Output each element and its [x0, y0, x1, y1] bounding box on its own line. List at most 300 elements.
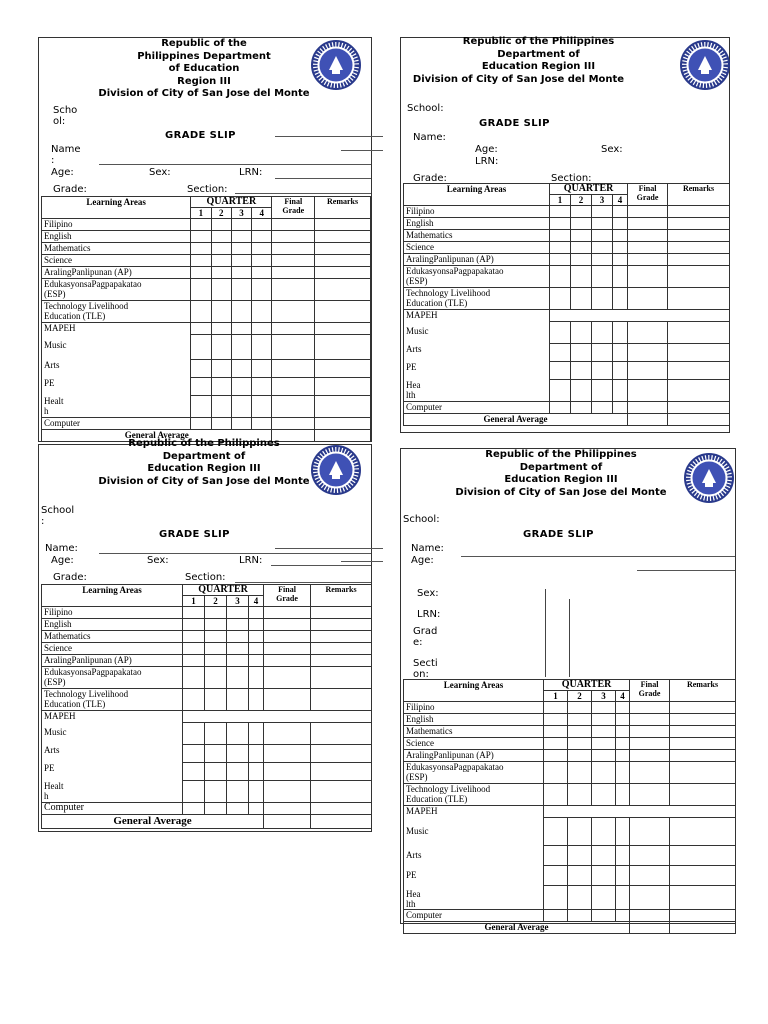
grade-cell[interactable]: [227, 619, 249, 631]
grade-cell[interactable]: [191, 335, 211, 360]
grade-cell[interactable]: [592, 380, 613, 402]
grade-cell[interactable]: [211, 301, 231, 323]
grade-cell[interactable]: [544, 806, 736, 818]
grade-cell[interactable]: [211, 243, 231, 255]
grade-cell[interactable]: [616, 846, 630, 866]
grade-cell[interactable]: [264, 815, 311, 829]
grade-cell[interactable]: [630, 714, 670, 726]
grade-cell[interactable]: [231, 231, 251, 243]
grade-cell[interactable]: [668, 266, 730, 288]
grade-cell[interactable]: [249, 723, 264, 745]
grade-cell[interactable]: [249, 655, 264, 667]
grade-cell[interactable]: [568, 714, 592, 726]
grade-cell[interactable]: [211, 396, 231, 418]
grade-cell[interactable]: [252, 323, 272, 335]
grade-cell[interactable]: [205, 631, 227, 643]
grade-cell[interactable]: [272, 279, 315, 301]
grade-cell[interactable]: [249, 631, 264, 643]
grade-cell[interactable]: [613, 218, 628, 230]
grade-cell[interactable]: [315, 323, 371, 335]
grade-cell[interactable]: [264, 667, 311, 689]
grade-cell[interactable]: [670, 886, 736, 910]
grade-cell[interactable]: [211, 360, 231, 378]
grade-cell[interactable]: [205, 643, 227, 655]
grade-cell[interactable]: [592, 738, 616, 750]
grade-cell[interactable]: [550, 206, 571, 218]
grade-cell[interactable]: [613, 344, 628, 362]
grade-cell[interactable]: [544, 866, 568, 886]
grade-cell[interactable]: [550, 230, 571, 242]
grade-cell[interactable]: [183, 667, 205, 689]
grade-cell[interactable]: [670, 702, 736, 714]
grade-cell[interactable]: [628, 322, 668, 344]
grade-cell[interactable]: [272, 323, 315, 335]
grade-cell[interactable]: [264, 643, 311, 655]
grade-cell[interactable]: [628, 288, 668, 310]
grade-cell[interactable]: [668, 288, 730, 310]
grade-cell[interactable]: [183, 643, 205, 655]
grade-cell[interactable]: [613, 242, 628, 254]
grade-cell[interactable]: [183, 631, 205, 643]
grade-cell[interactable]: [311, 689, 372, 711]
grade-cell[interactable]: [550, 254, 571, 266]
grade-cell[interactable]: [183, 723, 205, 745]
grade-cell[interactable]: [211, 255, 231, 267]
grade-cell[interactable]: [264, 619, 311, 631]
grade-cell[interactable]: [544, 714, 568, 726]
grade-cell[interactable]: [571, 380, 592, 402]
grade-cell[interactable]: [571, 230, 592, 242]
grade-cell[interactable]: [628, 218, 668, 230]
grade-cell[interactable]: [249, 781, 264, 803]
grade-cell[interactable]: [264, 745, 311, 763]
grade-cell[interactable]: [231, 323, 251, 335]
grade-cell[interactable]: [571, 288, 592, 310]
grade-cell[interactable]: [227, 781, 249, 803]
grade-cell[interactable]: [571, 254, 592, 266]
grade-cell[interactable]: [544, 702, 568, 714]
grade-cell[interactable]: [252, 335, 272, 360]
grade-cell[interactable]: [211, 267, 231, 279]
grade-cell[interactable]: [252, 255, 272, 267]
grade-cell[interactable]: [550, 266, 571, 288]
grade-cell[interactable]: [568, 866, 592, 886]
grade-cell[interactable]: [568, 846, 592, 866]
grade-cell[interactable]: [205, 745, 227, 763]
grade-cell[interactable]: [264, 631, 311, 643]
grade-cell[interactable]: [183, 711, 372, 723]
grade-cell[interactable]: [568, 886, 592, 910]
grade-cell[interactable]: [571, 362, 592, 380]
grade-cell[interactable]: [592, 218, 613, 230]
grade-cell[interactable]: [315, 378, 371, 396]
grade-cell[interactable]: [668, 322, 730, 344]
grade-cell[interactable]: [205, 607, 227, 619]
grade-cell[interactable]: [315, 301, 371, 323]
grade-cell[interactable]: [616, 784, 630, 806]
grade-cell[interactable]: [315, 418, 371, 430]
grade-cell[interactable]: [227, 745, 249, 763]
grade-cell[interactable]: [264, 723, 311, 745]
grade-cell[interactable]: [630, 762, 670, 784]
grade-cell[interactable]: [670, 910, 736, 922]
grade-cell[interactable]: [571, 322, 592, 344]
grade-cell[interactable]: [670, 846, 736, 866]
grade-cell[interactable]: [592, 714, 616, 726]
grade-cell[interactable]: [628, 380, 668, 402]
grade-cell[interactable]: [231, 360, 251, 378]
grade-cell[interactable]: [183, 763, 205, 781]
grade-cell[interactable]: [616, 714, 630, 726]
grade-cell[interactable]: [613, 402, 628, 414]
grade-cell[interactable]: [550, 218, 571, 230]
grade-cell[interactable]: [568, 762, 592, 784]
grade-cell[interactable]: [227, 763, 249, 781]
grade-cell[interactable]: [670, 714, 736, 726]
grade-cell[interactable]: [668, 402, 730, 414]
grade-cell[interactable]: [592, 266, 613, 288]
grade-cell[interactable]: [550, 402, 571, 414]
grade-cell[interactable]: [211, 418, 231, 430]
grade-cell[interactable]: [252, 219, 272, 231]
grade-cell[interactable]: [272, 255, 315, 267]
grade-cell[interactable]: [231, 267, 251, 279]
grade-cell[interactable]: [205, 781, 227, 803]
grade-cell[interactable]: [568, 910, 592, 922]
lrn-field[interactable]: [275, 178, 371, 179]
grade-cell[interactable]: [311, 803, 372, 815]
grade-cell[interactable]: [550, 362, 571, 380]
grade-cell[interactable]: [315, 219, 371, 231]
grade-cell[interactable]: [668, 362, 730, 380]
grade-cell[interactable]: [183, 803, 205, 815]
grade-cell[interactable]: [311, 763, 372, 781]
grade-cell[interactable]: [272, 219, 315, 231]
grade-cell[interactable]: [670, 738, 736, 750]
grade-cell[interactable]: [231, 255, 251, 267]
grade-cell[interactable]: [191, 396, 211, 418]
grade-cell[interactable]: [311, 745, 372, 763]
grade-cell[interactable]: [183, 619, 205, 631]
grade-cell[interactable]: [628, 230, 668, 242]
grade-cell[interactable]: [311, 781, 372, 803]
grade-cell[interactable]: [616, 750, 630, 762]
grade-cell[interactable]: [183, 607, 205, 619]
grade-cell[interactable]: [191, 418, 211, 430]
grade-cell[interactable]: [592, 402, 613, 414]
grade-cell[interactable]: [592, 362, 613, 380]
grade-cell[interactable]: [616, 818, 630, 846]
grade-cell[interactable]: [264, 803, 311, 815]
grade-cell[interactable]: [231, 378, 251, 396]
grade-cell[interactable]: [568, 784, 592, 806]
grade-cell[interactable]: [568, 726, 592, 738]
grade-cell[interactable]: [616, 886, 630, 910]
grade-cell[interactable]: [668, 218, 730, 230]
grade-cell[interactable]: [311, 667, 372, 689]
grade-cell[interactable]: [249, 689, 264, 711]
grade-cell[interactable]: [311, 607, 372, 619]
grade-cell[interactable]: [264, 763, 311, 781]
grade-cell[interactable]: [191, 279, 211, 301]
grade-cell[interactable]: [628, 242, 668, 254]
grade-cell[interactable]: [191, 323, 211, 335]
grade-cell[interactable]: [249, 619, 264, 631]
grade-cell[interactable]: [227, 655, 249, 667]
grade-cell[interactable]: [668, 230, 730, 242]
grade-cell[interactable]: [670, 818, 736, 846]
grade-cell[interactable]: [592, 762, 616, 784]
grade-cell[interactable]: [315, 396, 371, 418]
grade-cell[interactable]: [668, 414, 730, 426]
grade-cell[interactable]: [211, 378, 231, 396]
grade-cell[interactable]: [272, 360, 315, 378]
grade-cell[interactable]: [592, 818, 616, 846]
grade-cell[interactable]: [630, 818, 670, 846]
grade-cell[interactable]: [231, 396, 251, 418]
grade-cell[interactable]: [670, 762, 736, 784]
lrn-field[interactable]: [271, 565, 371, 566]
grade-cell[interactable]: [272, 396, 315, 418]
grade-cell[interactable]: [550, 380, 571, 402]
grade-cell[interactable]: [630, 922, 670, 934]
grade-cell[interactable]: [315, 267, 371, 279]
grade-cell[interactable]: [571, 266, 592, 288]
grade-cell[interactable]: [315, 279, 371, 301]
grade-cell[interactable]: [264, 607, 311, 619]
name-field[interactable]: [99, 164, 371, 165]
grade-cell[interactable]: [592, 230, 613, 242]
grade-cell[interactable]: [191, 255, 211, 267]
grade-cell[interactable]: [630, 784, 670, 806]
grade-cell[interactable]: [592, 886, 616, 910]
grade-cell[interactable]: [668, 242, 730, 254]
grade-cell[interactable]: [252, 267, 272, 279]
grade-cell[interactable]: [670, 922, 736, 934]
grade-cell[interactable]: [315, 231, 371, 243]
grade-cell[interactable]: [630, 910, 670, 922]
grade-cell[interactable]: [191, 360, 211, 378]
grade-cell[interactable]: [183, 745, 205, 763]
grade-cell[interactable]: [249, 667, 264, 689]
grade-cell[interactable]: [571, 218, 592, 230]
grade-cell[interactable]: [628, 402, 668, 414]
grade-cell[interactable]: [628, 266, 668, 288]
grade-cell[interactable]: [205, 655, 227, 667]
grade-cell[interactable]: [191, 231, 211, 243]
grade-cell[interactable]: [272, 378, 315, 396]
grade-cell[interactable]: [544, 784, 568, 806]
grade-cell[interactable]: [544, 886, 568, 910]
grade-cell[interactable]: [670, 866, 736, 886]
grade-cell[interactable]: [613, 322, 628, 344]
grade-cell[interactable]: [264, 689, 311, 711]
grade-cell[interactable]: [628, 344, 668, 362]
grade-cell[interactable]: [205, 619, 227, 631]
grade-cell[interactable]: [616, 738, 630, 750]
grade-cell[interactable]: [183, 689, 205, 711]
grade-cell[interactable]: [231, 335, 251, 360]
name-field[interactable]: [99, 553, 371, 554]
grade-cell[interactable]: [616, 762, 630, 784]
grade-cell[interactable]: [272, 301, 315, 323]
grade-cell[interactable]: [592, 784, 616, 806]
grade-cell[interactable]: [249, 643, 264, 655]
grade-cell[interactable]: [613, 230, 628, 242]
grade-cell[interactable]: [311, 643, 372, 655]
grade-cell[interactable]: [544, 738, 568, 750]
grade-cell[interactable]: [592, 702, 616, 714]
grade-cell[interactable]: [252, 231, 272, 243]
grade-cell[interactable]: [592, 750, 616, 762]
name-field[interactable]: [461, 556, 735, 557]
grade-cell[interactable]: [191, 378, 211, 396]
grade-cell[interactable]: [628, 362, 668, 380]
grade-cell[interactable]: [211, 323, 231, 335]
grade-cell[interactable]: [315, 360, 371, 378]
grade-cell[interactable]: [668, 380, 730, 402]
grade-cell[interactable]: [252, 243, 272, 255]
grade-cell[interactable]: [231, 418, 251, 430]
grade-cell[interactable]: [231, 279, 251, 301]
grade-cell[interactable]: [311, 723, 372, 745]
grade-cell[interactable]: [227, 723, 249, 745]
grade-cell[interactable]: [311, 655, 372, 667]
grade-cell[interactable]: [568, 738, 592, 750]
grade-cell[interactable]: [264, 781, 311, 803]
grade-cell[interactable]: [592, 344, 613, 362]
grade-cell[interactable]: [315, 335, 371, 360]
grade-cell[interactable]: [630, 886, 670, 910]
grade-cell[interactable]: [231, 301, 251, 323]
grade-cell[interactable]: [592, 288, 613, 310]
grade-cell[interactable]: [311, 815, 372, 829]
grade-cell[interactable]: [231, 219, 251, 231]
grade-cell[interactable]: [613, 362, 628, 380]
grade-cell[interactable]: [211, 335, 231, 360]
grade-cell[interactable]: [252, 418, 272, 430]
grade-cell[interactable]: [668, 254, 730, 266]
grade-cell[interactable]: [568, 818, 592, 846]
grade-cell[interactable]: [630, 866, 670, 886]
grade-cell[interactable]: [630, 738, 670, 750]
grade-cell[interactable]: [205, 763, 227, 781]
grade-cell[interactable]: [205, 803, 227, 815]
grade-cell[interactable]: [592, 726, 616, 738]
grade-cell[interactable]: [272, 231, 315, 243]
grade-cell[interactable]: [544, 846, 568, 866]
grade-cell[interactable]: [668, 206, 730, 218]
grade-cell[interactable]: [550, 242, 571, 254]
grade-cell[interactable]: [272, 335, 315, 360]
grade-cell[interactable]: [630, 846, 670, 866]
grade-cell[interactable]: [613, 206, 628, 218]
grade-cell[interactable]: [231, 243, 251, 255]
grade-cell[interactable]: [628, 206, 668, 218]
grade-cell[interactable]: [613, 266, 628, 288]
grade-cell[interactable]: [272, 243, 315, 255]
grade-cell[interactable]: [249, 803, 264, 815]
grade-cell[interactable]: [272, 267, 315, 279]
grade-cell[interactable]: [205, 689, 227, 711]
grade-cell[interactable]: [592, 254, 613, 266]
grade-cell[interactable]: [568, 702, 592, 714]
grade-cell[interactable]: [592, 910, 616, 922]
grade-cell[interactable]: [227, 689, 249, 711]
grade-cell[interactable]: [205, 723, 227, 745]
grade-cell[interactable]: [613, 254, 628, 266]
grade-cell[interactable]: [670, 784, 736, 806]
grade-cell[interactable]: [252, 378, 272, 396]
grade-cell[interactable]: [252, 396, 272, 418]
grade-cell[interactable]: [550, 322, 571, 344]
grade-cell[interactable]: [249, 745, 264, 763]
grade-cell[interactable]: [568, 750, 592, 762]
grade-cell[interactable]: [592, 206, 613, 218]
grade-cell[interactable]: [544, 818, 568, 846]
grade-cell[interactable]: [211, 219, 231, 231]
grade-cell[interactable]: [628, 414, 668, 426]
grade-cell[interactable]: [592, 322, 613, 344]
grade-cell[interactable]: [205, 667, 227, 689]
grade-cell[interactable]: [592, 846, 616, 866]
grade-cell[interactable]: [616, 702, 630, 714]
grade-cell[interactable]: [252, 279, 272, 301]
grade-cell[interactable]: [252, 301, 272, 323]
grade-cell[interactable]: [544, 750, 568, 762]
grade-cell[interactable]: [628, 254, 668, 266]
grade-cell[interactable]: [191, 243, 211, 255]
grade-cell[interactable]: [191, 267, 211, 279]
grade-cell[interactable]: [670, 726, 736, 738]
grade-cell[interactable]: [571, 242, 592, 254]
grade-cell[interactable]: [550, 288, 571, 310]
grade-cell[interactable]: [668, 344, 730, 362]
grade-cell[interactable]: [249, 607, 264, 619]
grade-cell[interactable]: [191, 301, 211, 323]
grade-cell[interactable]: [670, 750, 736, 762]
grade-cell[interactable]: [630, 702, 670, 714]
grade-cell[interactable]: [211, 231, 231, 243]
grade-cell[interactable]: [592, 866, 616, 886]
grade-cell[interactable]: [264, 655, 311, 667]
grade-cell[interactable]: [616, 910, 630, 922]
grade-cell[interactable]: [544, 762, 568, 784]
grade-cell[interactable]: [191, 219, 211, 231]
grade-cell[interactable]: [592, 242, 613, 254]
grade-cell[interactable]: [227, 607, 249, 619]
grade-cell[interactable]: [571, 402, 592, 414]
grade-cell[interactable]: [227, 667, 249, 689]
grade-cell[interactable]: [613, 380, 628, 402]
grade-cell[interactable]: [544, 726, 568, 738]
grade-cell[interactable]: [272, 418, 315, 430]
grade-cell[interactable]: [616, 726, 630, 738]
grade-cell[interactable]: [311, 631, 372, 643]
grade-cell[interactable]: [249, 763, 264, 781]
grade-cell[interactable]: [227, 803, 249, 815]
grade-cell[interactable]: [183, 781, 205, 803]
grade-cell[interactable]: [227, 631, 249, 643]
grade-cell[interactable]: [211, 279, 231, 301]
grade-cell[interactable]: [616, 866, 630, 886]
grade-cell[interactable]: [571, 344, 592, 362]
grade-cell[interactable]: [227, 643, 249, 655]
grade-cell[interactable]: [544, 910, 568, 922]
grade-cell[interactable]: [183, 655, 205, 667]
grade-cell[interactable]: [311, 619, 372, 631]
grade-cell[interactable]: [630, 726, 670, 738]
